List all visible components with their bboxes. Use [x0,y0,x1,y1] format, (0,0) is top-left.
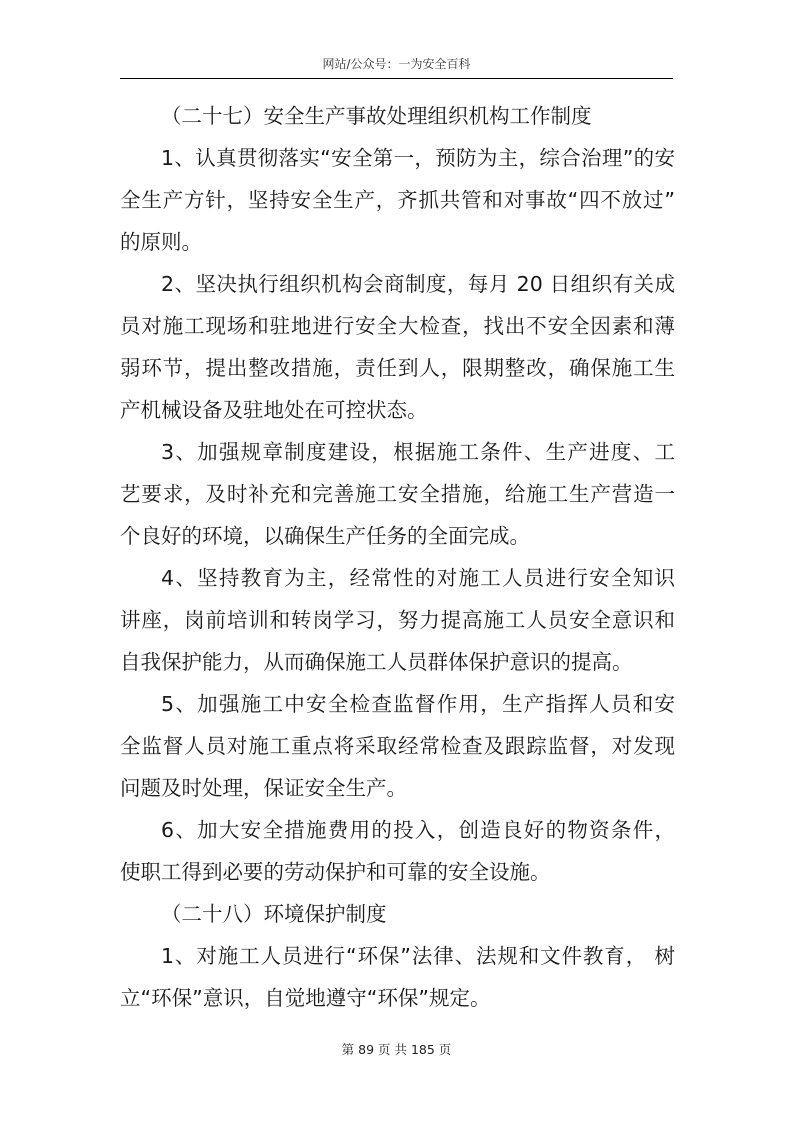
paragraph-line: 立“环保”意识，自觉地遵守“环保”规定。 [120,986,491,1010]
paragraph [120,137,675,263]
page-footer: 第 89 页 共 185 页 [341,1042,452,1057]
paragraph [120,557,675,683]
paragraph-line: 1、认真贯彻落实“安全第一，预防为主，综合治理”的安 [161,146,675,170]
paragraph [120,683,675,809]
paragraph-line: 全生产方针，坚持安全生产，齐抓共管和对事故“四不放过” [120,188,675,212]
paragraph-line: 6、加大安全措施费用的投入，创造良好的物资条件， [161,818,675,842]
paragraph-line: 讲座，岗前培训和转岗学习，努力提高施工人员安全意识和 [120,608,675,632]
paragraph-line: 问题及时处理，保证安全生产。 [120,776,407,800]
paragraph [120,809,675,893]
page-header: 网站/公众号：一为安全百科 [322,57,471,71]
paragraph-line: 使职工得到必要的劳动保护和可靠的安全设施。 [120,860,551,884]
paragraph [120,263,675,431]
section-heading: （二十八）环境保护制度 [161,902,387,926]
paragraph-line: 艺要求，及时补充和完善施工安全措施，给施工生产营造一 [120,482,675,506]
paragraph-line: 5、加强施工中安全检查监督作用，生产指挥人员和安 [161,692,675,716]
paragraph [120,431,675,557]
paragraph-line: 1、对施工人员进行“环保”法律、法规和文件教育， 树 [161,944,675,968]
paragraph-line: 全监督人员对施工重点将采取经常检查及跟踪监督，对发现 [120,734,675,758]
paragraph-line: 产机械设备及驻地处在可控状态。 [120,398,428,422]
paragraph-line: 员对施工现场和驻地进行安全大检查，找出不安全因素和薄 [120,314,675,338]
paragraph-line: 弱环节，提出整改措施，责任到人，限期整改，确保施工生 [120,356,675,380]
document-body [120,95,675,1019]
paragraph-line: 3、加强规章制度建设，根据施工条件、生产进度、工 [161,440,675,464]
paragraph-line: 4、坚持教育为主，经常性的对施工人员进行安全知识 [161,566,675,590]
header-divider [120,78,673,79]
paragraph-line: 自我保护能力，从而确保施工人员群体保护意识的提高。 [120,650,633,674]
section-heading: （二十七）安全生产事故处理组织机构工作制度 [161,104,592,128]
paragraph-line: 个良好的环境，以确保生产任务的全面完成。 [120,524,530,548]
paragraph-line: 2、坚决执行组织机构会商制度，每月 20 日组织有关成 [161,272,675,296]
paragraph [120,935,675,1019]
paragraph-line: 的原则。 [120,230,202,254]
